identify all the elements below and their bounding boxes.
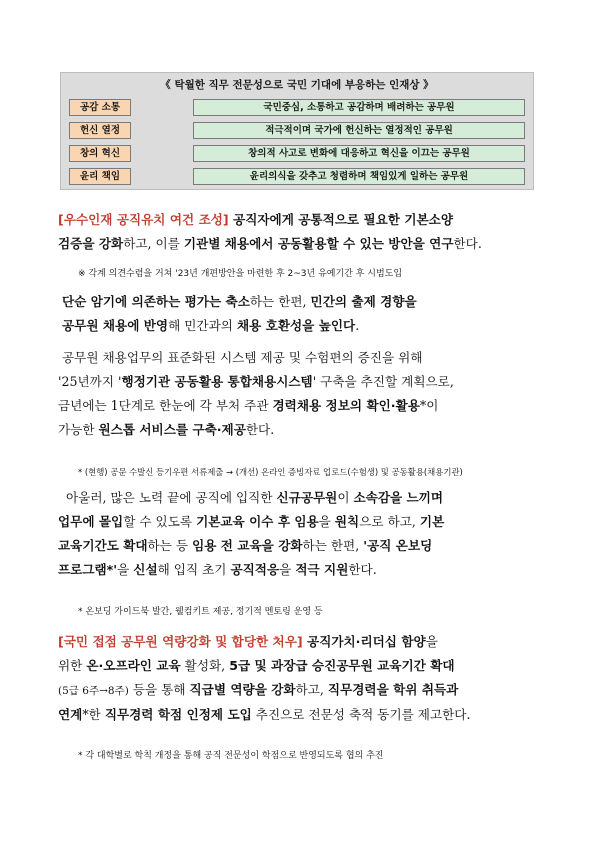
talent-label: 윤리 책임 [69, 168, 131, 185]
talent-label: 공감 소통 [69, 99, 131, 116]
paragraph-hiring-system: 공무원 채용업무의 표준화된 시스템 제공 및 수험편의 증진을 위해 '25년까지 '행정기관 공동활용 통합채용시스템' 구축을 추진할 계획으로, 금년에는 1단계로 한눈에 각 부처 주관 경력채용 정보의 확인·활용*이 가능한 원스톱 서비스를 구축·제공한다. [58, 350, 454, 437]
talent-desc: 창의적 사고로 변화에 대응하고 혁신을 이끄는 공무원 [193, 145, 525, 162]
paragraph-competency: [국민 접점 공무원 역량강화 및 합당한 처우] 공직가치·리더십 함양을 위한 온·오프라인 교육 활성화, 5급 및 과장급 승진공무원 교육기간 확대 (5급 6주→8주) 등을 통해 직급별 역량을 강화하고, 직무경력을 학위 취득과 연계*한 직무경력 학점 인정제 도입 추진으로 전문성 축적 동기를 제고한다. [58, 634, 471, 722]
footnote: * 온보딩 가이드북 발간, 웰컴키트 제공, 정기적 멘토링 운영 등 [78, 607, 323, 617]
paragraph-talent-attraction: [우수인재 공직유치 여건 조성] 공직자에게 공통적으로 필요한 기본소양 검증을 강화하고, 이를 기관별 채용에서 공동활용할 수 있는 방안을 연구한다. [58, 212, 482, 251]
talent-row [69, 168, 525, 185]
section-tag: [우수인재 공직유치 여건 조성] [58, 212, 229, 227]
paragraph-onboarding: 아울러, 많은 노력 끝에 공직에 입직한 신규공무원이 소속감을 느끼며 업무에 몰입할 수 있도록 기본교육 이수 후 임용을 원칙으로 하고, 기본 교육기간도 확대하는 등 임용 전 교육을 강화하는 한편, '공직 온보딩 프로그램*'을 신설해 입직 초기 공직적응을 적극 지원한다. [58, 490, 445, 577]
footnote: * 각 대학별로 학칙 개정을 통해 공직 전문성이 학점으로 반영되도록 협의 추진 [78, 751, 384, 761]
talent-desc: 윤리의식을 갖추고 청렴하며 책임있게 일하는 공무원 [193, 168, 525, 185]
ideal-talent-box [60, 72, 534, 190]
ideal-talent-title: 《 탁월한 직무 전문성으로 국민 기대에 부응하는 인재상 》 [160, 79, 434, 91]
talent-label: 헌신 열정 [69, 122, 131, 139]
talent-row [69, 145, 525, 162]
paragraph-exam-reform: 단순 암기에 의존하는 평가는 축소하는 한편, 민간의 출제 경향을 공무원 채용에 반영해 민간과의 채용 호환성을 높인다. [62, 294, 417, 333]
talent-label: 창의 혁신 [69, 145, 131, 162]
talent-desc: 국민중심, 소통하고 공감하며 배려하는 공무원 [193, 99, 525, 116]
footnote: ※ 각계 의견수렴을 거쳐 '23년 개편방안을 마련한 후 2~3년 유예기간 후 시범도입 [78, 269, 403, 279]
talent-desc: 적극적이며 국가에 헌신하는 열정적인 공무원 [193, 122, 525, 139]
footnote: * (현행) 공문 수발신 등기우편 서류제출 → (개선) 온라인 증빙자료 업로드(수험생) 및 공동활용(채용기관) [78, 467, 463, 477]
talent-row [69, 99, 525, 116]
section-tag: [국민 접점 공무원 역량강화 및 합당한 처우] [58, 634, 303, 649]
talent-row [69, 122, 525, 139]
